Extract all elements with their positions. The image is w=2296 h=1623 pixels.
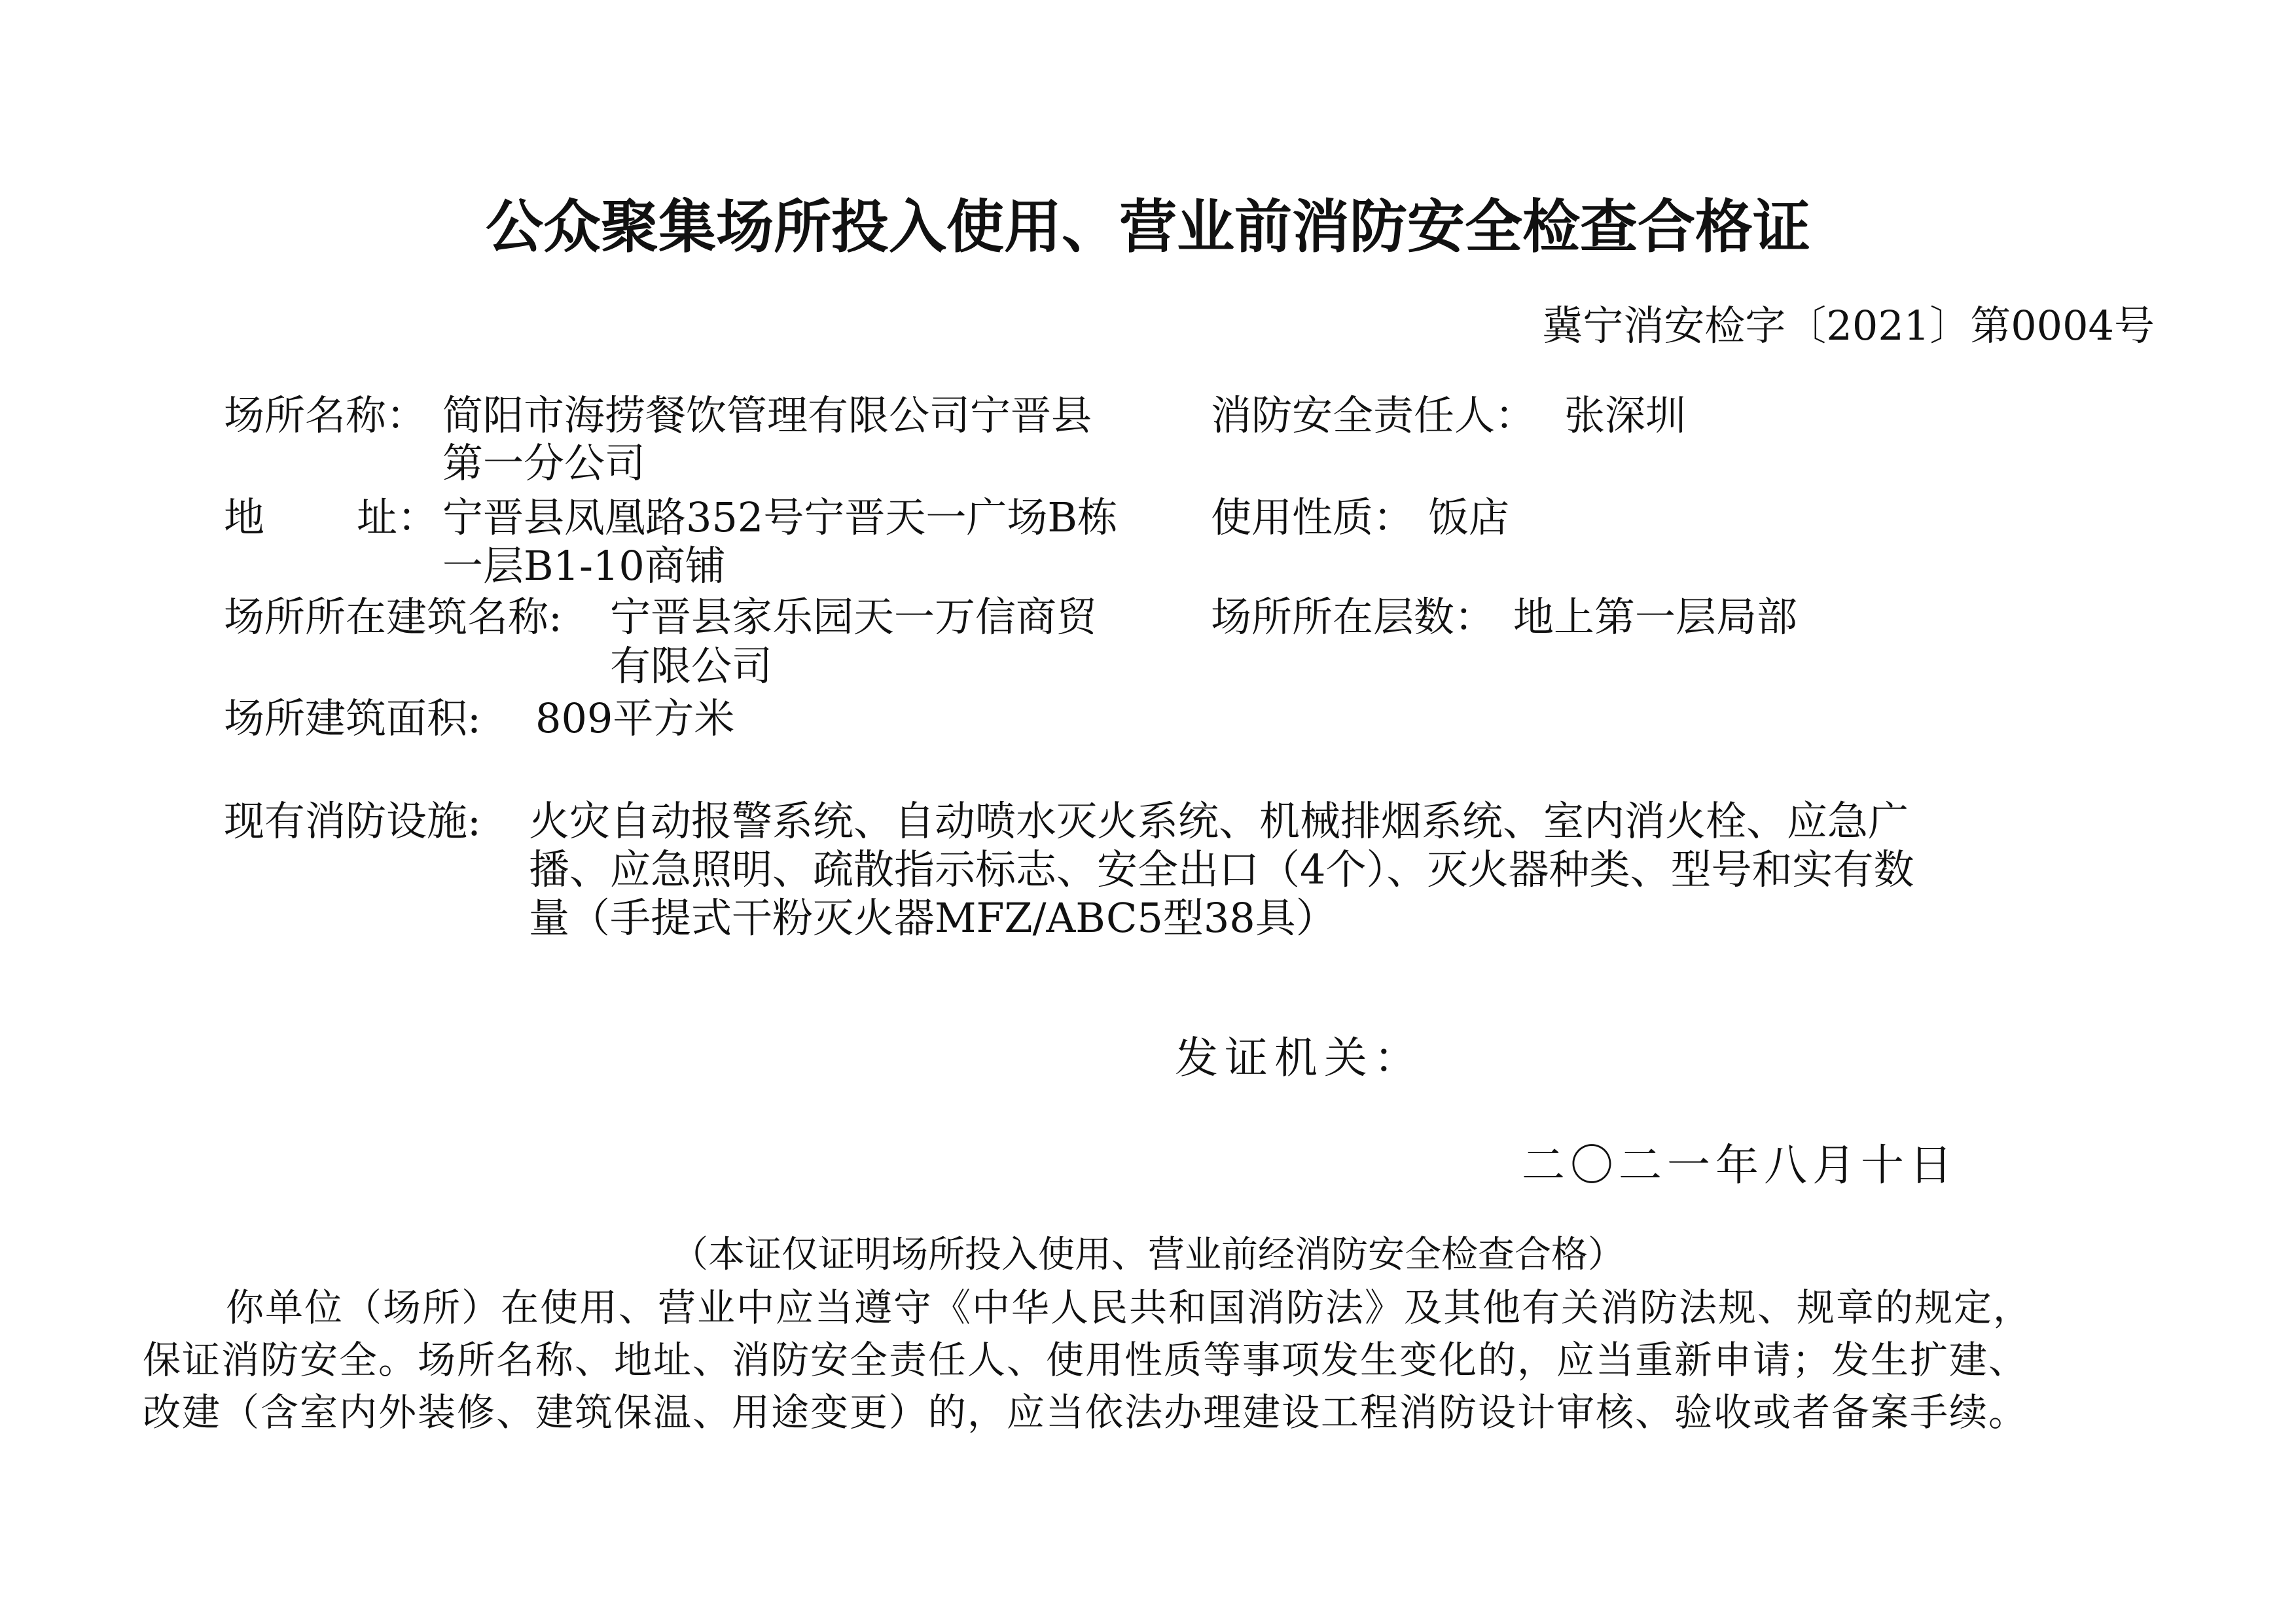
venue-name-value-line2: 第一分公司 [442,439,646,487]
notice-line-2: 保证消防安全。场所名称、地址、消防安全责任人、使用性质等事项发生变化的，应当重新申请；发生扩建、 [143,1338,2028,1382]
area-value: 809平方米 [535,694,735,742]
issue-date: 二〇二一年八月十日 [1522,1140,1958,1190]
certificate-title: 公众聚集场所投入使用、营业前消防安全检查合格证 [485,193,1810,260]
facilities-value-line2: 播、应急照明、疏散指示标志、安全出口（4个）、灭火器种类、型号和实有数 [529,846,1914,893]
venue-name-label: 场所名称： [224,391,427,439]
building-name-label: 场所所在建筑名称: [224,593,562,641]
certificate-note: （本证仅证明场所投入使用、营业前经消防安全检查合格） [672,1234,1624,1276]
floor-value: 地上第一层局部 [1513,593,1798,641]
usage-type-value: 饭店 [1428,493,1510,541]
address-value-line1: 宁晋县凤凰路352号宁晋天一广场B栋 [442,493,1118,541]
venue-name-value-line1: 简阳市海捞餐饮管理有限公司宁晋县 [442,391,1092,439]
usage-type-label: 使用性质： [1211,493,1414,541]
building-name-value-line2: 有限公司 [610,642,773,690]
facilities-label: 现有消防设施: [224,797,481,845]
notice-line-1: 你单位（场所）在使用、营业中应当遵守《中华人民共和国消防法》及其他有关消防法规、规章的规定， [226,1285,2033,1330]
document-number: 冀宁消安检字〔2021〕第0004号 [1542,302,2155,349]
issuing-authority-label: 发证机关： [1175,1033,1424,1083]
address-label-left: 地 [224,493,265,541]
notice-line-3: 改建（含室内外装修、建筑保温、用途变更）的，应当依法办理建设工程消防设计审核、验收或者备案手续。 [143,1390,2028,1435]
area-label: 场所建筑面积: [224,694,481,742]
building-name-value-line1: 宁晋县家乐园天一万信商贸 [610,593,1098,641]
floor-label: 场所所在层数： [1211,593,1496,641]
facilities-value-line1: 火灾自动报警系统、自动喷水灭火系统、机械排烟系统、室内消火栓、应急广 [529,797,1909,845]
address-value-line2: 一层B1-10商铺 [442,542,726,590]
facilities-value-line3: 量（手提式干粉灭火器MFZ/ABC5型38具） [529,894,1336,942]
fire-safety-person-value: 张深圳 [1564,391,1687,439]
address-label-right: 址： [357,493,439,541]
fire-safety-person-label: 消防安全责任人： [1211,391,1536,439]
